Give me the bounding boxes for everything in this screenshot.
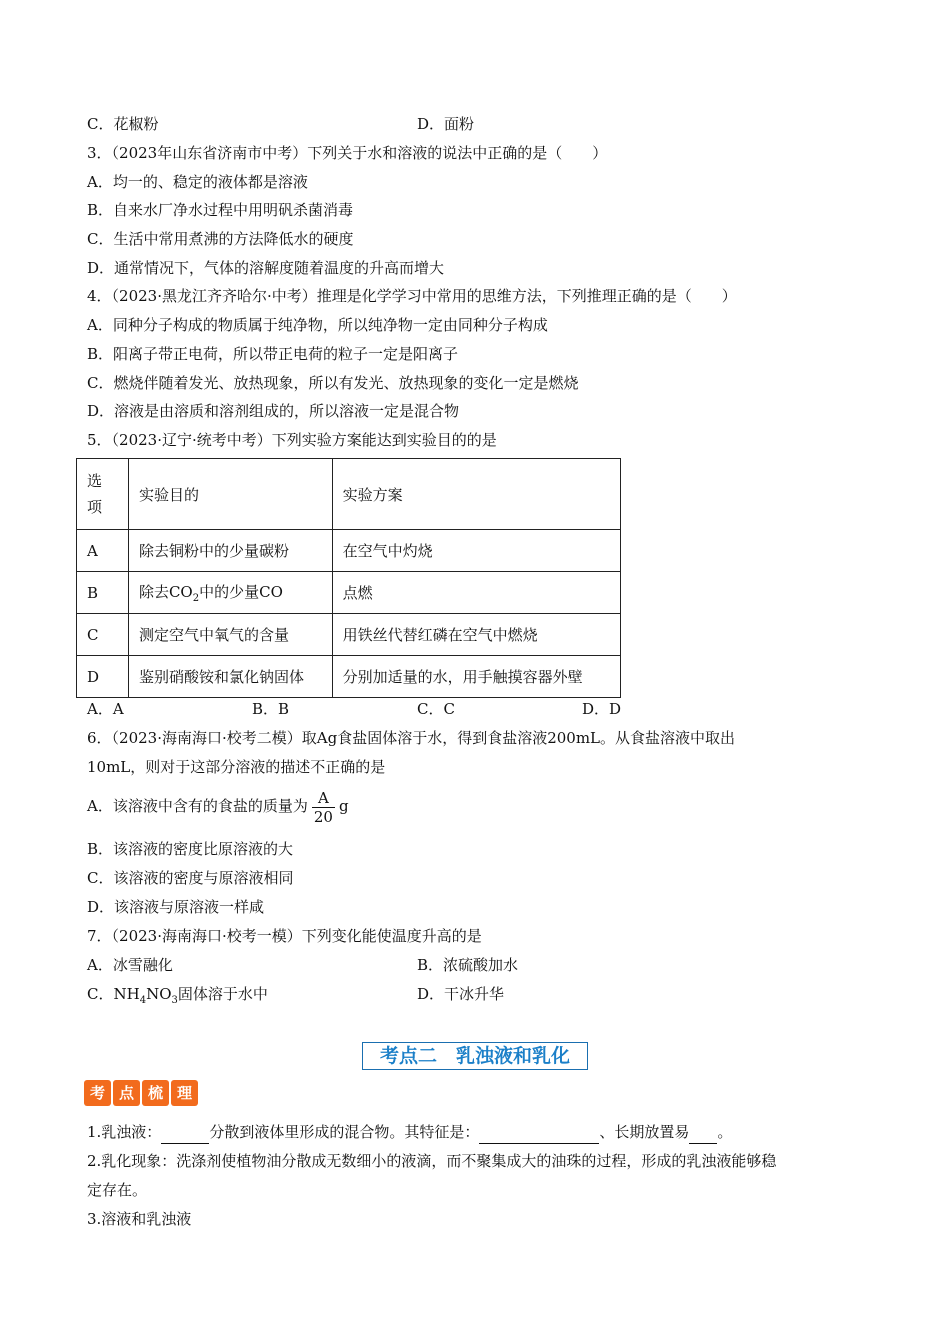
q7-c-post: 固体溶于水中 [177,985,268,1003]
experiment-table [76,458,621,698]
q5-stem: 5．（2023·辽宁·统考中考）下列实验方案能达到实验目的的是 [87,431,497,449]
key-points-badge [84,1080,198,1106]
header-option [77,459,129,530]
section-title: 考点二 乳浊液和乳化 [362,1042,588,1070]
table-row [77,656,621,698]
table-header-row [77,459,621,530]
table-row [77,614,621,656]
badge-char-2: 点 [113,1080,140,1106]
q7-stem: 7．（2023·海南海口·校考一模）下列变化能使温度升高的是 [87,927,482,945]
q7-option-c [87,982,268,1006]
q4-option-d: D．溶液是由溶质和溶剂组成的，所以溶液一定是混合物 [87,402,460,420]
badge-char-4: 理 [171,1080,198,1106]
mass-unit: g [338,797,349,815]
note-3: 3.溶液和乳浊液 [87,1210,192,1228]
note-2-line1: 2.乳化现象：洗涤剂使植物油分散成无数细小的液滴，而不聚集成大的油珠的过程，形成的乳浊液能够稳 [87,1152,777,1170]
row-d-goal: 鉴别硝酸铵和氯化钠固体 [128,656,332,698]
note-1-text2: 、长期放置易 [599,1123,690,1141]
table-row [77,572,621,614]
row-a-plan: 在空气中灼烧 [332,530,620,572]
row-d-plan: 分别加适量的水，用手触摸容器外壁 [332,656,620,698]
q3-option-c: C．生活中常用煮沸的方法降低水的硬度 [87,230,354,248]
q4-option-a: A．同种分子构成的物质属于纯净物，所以纯净物一定由同种分子构成 [87,316,548,334]
q2-option-d: D．面粉 [417,115,475,133]
q4-option-b: B．阳离子带正电荷，所以带正电荷的粒子一定是阳离子 [87,345,459,363]
fraction-denominator: 20 [313,807,333,826]
fill-blank [689,1125,717,1144]
q5-option-b: B．B [252,700,290,718]
q6-option-a-text: A．该溶液中含有的食盐的质量为 [87,797,308,815]
note-1-label: 1.乳浊液： [87,1123,162,1141]
row-a-goal: 除去铜粉中的少量碳粉 [128,530,332,572]
q5-option-a: A．A [87,700,124,718]
q6-option-a [87,785,349,827]
q7-option-b: B．浓硫酸加水 [417,956,519,974]
q7-c-sub2: 3 [171,995,178,1006]
row-b-goal-post: 中的少量CO [199,583,283,601]
q6-stem-line1: 6．（2023·海南海口·校考二模）取Ag食盐固体溶于水，得到食盐溶液200mL。从食盐溶液中取出 [87,729,736,747]
note-1 [87,1120,732,1144]
q4-stem: 4．（2023·黑龙江齐齐哈尔·中考）推理是化学学习中常用的思维方法，下列推理正确的是（ ） [87,287,737,305]
badge-char-1: 考 [84,1080,111,1106]
q6-option-b: B．该溶液的密度比原溶液的大 [87,840,294,858]
fill-blank [479,1125,599,1144]
row-d-option: D [77,656,129,698]
row-b-goal-sub: 2 [192,593,200,604]
row-b-goal [128,572,332,614]
header-goal: 实验目的 [128,459,332,530]
q3-option-b: B．自来水厂净水过程中用明矾杀菌消毒 [87,201,354,219]
fraction-numerator: A [312,789,335,808]
q7-option-d: D．干冰升华 [417,985,505,1003]
q7-option-a: A．冰雪融化 [87,956,173,974]
q4-option-c: C．燃烧伴随着发光、放热现象，所以有发光、放热现象的变化一定是燃烧 [87,374,579,392]
q3-stem: 3．（2023年山东省济南市中考）下列关于水和溶液的说法中正确的是（ ） [87,144,608,162]
q7-c-pre: C．NH [87,985,140,1003]
q6-option-c: C．该溶液的密度与原溶液相同 [87,869,294,887]
fill-blank [161,1125,209,1144]
note-1-text: 分散到液体里形成的混合物。其特征是： [209,1123,480,1141]
badge-char-3: 梳 [142,1080,169,1106]
header-option-line2: 项 [87,498,103,516]
q3-option-d: D．通常情况下，气体的溶解度随着温度的升高而增大 [87,259,445,277]
row-b-option: B [77,572,129,614]
q3-option-a: A．均一的、稳定的液体都是溶液 [87,173,308,191]
q6-option-d: D．该溶液与原溶液一样咸 [87,898,265,916]
q6-stem-line2: 10mL，则对于这部分溶液的描述不正确的是 [87,758,386,776]
row-a-option: A [77,530,129,572]
note-2-line2: 定存在。 [87,1181,148,1199]
q7-c-sub1: 4 [139,995,147,1006]
row-c-option: C [77,614,129,656]
row-c-plan: 用铁丝代替红磷在空气中燃烧 [332,614,620,656]
row-b-goal-pre: 除去CO [138,583,193,601]
row-b-plan: 点燃 [332,572,620,614]
header-option-line1: 选 [87,472,103,490]
q2-option-c: C．花椒粉 [87,115,159,133]
row-c-goal: 测定空气中氧气的含量 [128,614,332,656]
q5-option-c: C．C [417,700,455,718]
mass-fraction [312,789,335,826]
note-1-end: 。 [717,1123,733,1141]
table-row [77,530,621,572]
q7-c-mid: NO [146,985,172,1003]
q5-option-d: D．D [582,700,622,718]
header-plan: 实验方案 [332,459,620,530]
